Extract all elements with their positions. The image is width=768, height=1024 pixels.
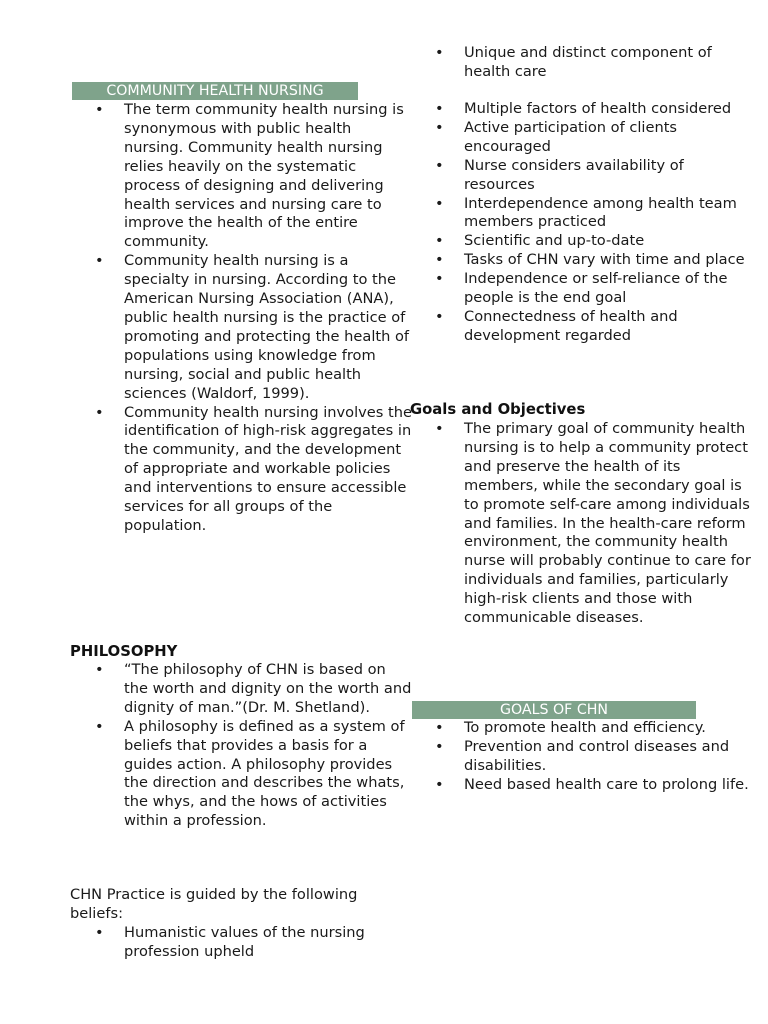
beliefs-intro: CHN Practice is guided by the following beliefs:: [70, 886, 358, 922]
section-banner-community-health-nursing: COMMUNITY HEALTH NURSING: [72, 82, 358, 100]
list-item: • Active participation of clients encouraged: [464, 119, 754, 157]
list-item: • The primary goal of community health nursing is to help a community protect and preserve the health of its members, while the secondary goal is to promote self-care among individuals and families. In the health-care reform environment, the community health nurse will probably continue to care for individuals and families, particularly high-risk clients and those with communicable diseases.: [464, 420, 754, 628]
list-item: • Community health nursing is a specialty in nursing. According to the American Nursing Association (ANA), public health nursing is the practice of promoting and protecting the health of populations using knowledge from nursing, social and public health sciences (Waldorf, 1999).: [124, 252, 414, 403]
list-item: • Interdependence among health team members practiced: [464, 195, 754, 233]
list-item: • Nurse considers availability of resources: [464, 157, 754, 195]
section-banner-goals-of-chn: GOALS OF CHN: [412, 701, 696, 719]
list-item: • To promote health and efficiency.: [464, 719, 754, 738]
list-item: • Prevention and control diseases and disabilities.: [464, 738, 754, 776]
list-item: • Humanistic values of the nursing profession upheld: [124, 924, 414, 962]
list-item: • “The philosophy of CHN is based on the worth and dignity on the worth and dignity of man.”(Dr. M. Shetland).: [124, 661, 414, 718]
list-item: • Scientific and up-to-date: [464, 232, 754, 251]
list-item: • The term community health nursing is synonymous with public health nursing. Community health nursing relies heavily on the systematic process of designing and delivering health services and nursing care to improve the health of the entire community.: [124, 101, 414, 252]
goals-objectives-heading: Goals and Objectives: [410, 401, 586, 418]
goals-of-chn-list: [410, 719, 754, 795]
goals-objectives-list: [410, 420, 754, 628]
community-health-nursing-list: [70, 101, 414, 536]
list-item: • Independence or self-reliance of the people is the end goal: [464, 270, 754, 308]
list-item: • Tasks of CHN vary with time and place: [464, 251, 754, 270]
list-item: • A philosophy is defined as a system of beliefs that provides a basis for a guides action. A philosophy provides the direction and describes the whats, the whys, and the hows of activities within a profession.: [124, 718, 414, 831]
list-item: • Connectedness of health and development regarded: [464, 308, 754, 346]
beliefs-list-left: [70, 924, 414, 962]
list-item: • Multiple factors of health considered: [464, 100, 754, 119]
philosophy-list: [70, 661, 414, 831]
list-item: • Need based health care to prolong life.: [464, 776, 754, 795]
philosophy-heading: PHILOSOPHY: [70, 643, 178, 660]
list-item: • Community health nursing involves the identification of high-risk aggregates in the community, and the development of appropriate and workable policies and interventions to ensure accessible services for all groups of the population.: [124, 404, 414, 536]
beliefs-list-right: [410, 100, 754, 346]
list-item: • Unique and distinct component of health care: [464, 44, 754, 82]
beliefs-list-right-first: [410, 44, 754, 82]
